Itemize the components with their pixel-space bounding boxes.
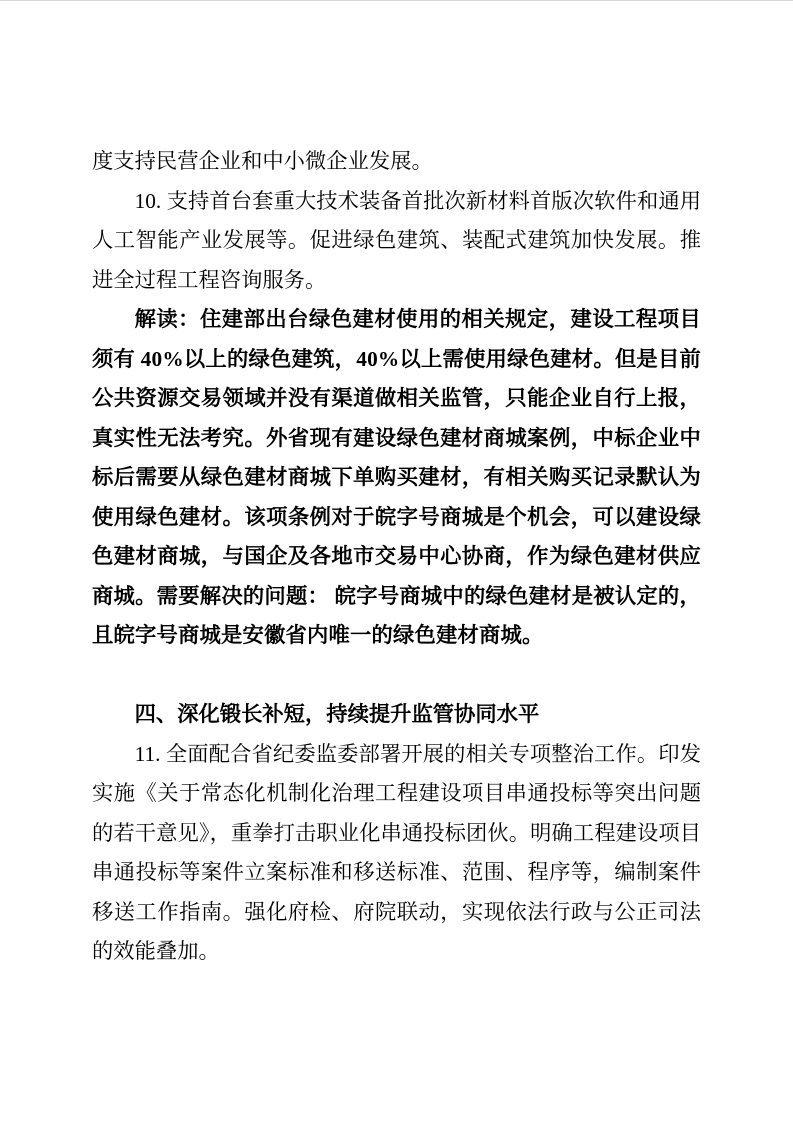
section-heading-four: 四、深化锻长补短，持续提升监管协同水平 (134, 702, 540, 726)
paragraph-interpretation: 解读：住建部出台绿色建材使用的相关规定，建设工程项目须有 40%以上的绿色建筑，40%以上需使用绿色建材。但是目前公共资源交易领域并没有渠道做相关监管，只能企业自行上报，真实性无法考究。外省现有建设绿色建材商城案例，中标企业中标后需要从绿色建材商城下单购买建材，有相关购买记录默认为使用绿色建材。该项条例对于皖字号商城是个机会，可以建设绿色建材商城，与国企及各地市交易中心协商，作为绿色建材供应商城。需要解决的问题： 皖字号商城中的绿色建材是被认定的，且皖字号商城是安徽省内唯一的绿色建材商城。 (92, 307, 701, 647)
blank-line-spacer (92, 656, 701, 696)
paragraph-continuation: 度支持民营企业和中小微企业发展。 (92, 149, 433, 173)
paragraph-item-10: 10. 支持首台套重大技术装备首批次新材料首版次软件和通用人工智能产业发展等。促进绿色建筑、装配式建筑加快发展。推进全过程工程咨询服务。 (92, 188, 701, 292)
paragraph-item-11: 11. 全面配合省纪委监委部署开展的相关专项整治工作。印发实施《关于常态化机制化治理工程建设项目串通投标等突出问题的若干意见》，重拳打击职业化串通投标团伙。明确工程建设项目串通投标等案件立案标准和移送标准、范围、程序等，编制案件移送工作指南。强化府检、府院联动，实现依法行政与公正司法的效能叠加。 (92, 741, 701, 963)
document-content (92, 142, 701, 972)
